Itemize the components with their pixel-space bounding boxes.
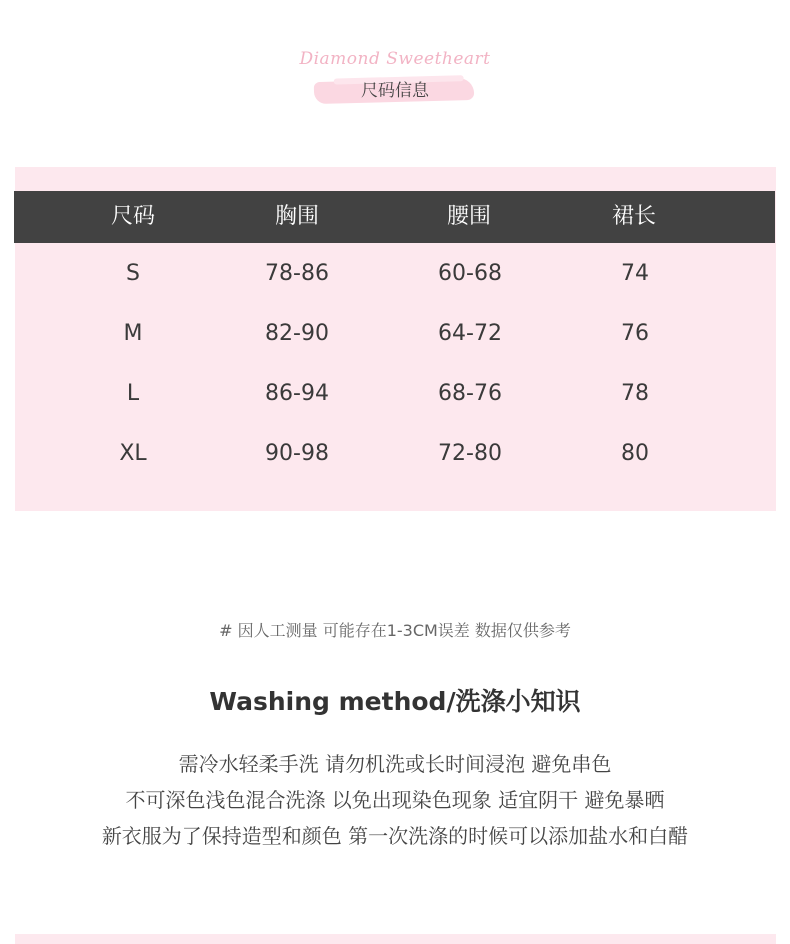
title-badge [310, 74, 480, 108]
section-header [0, 48, 790, 108]
cell-bust: 82-90 [265, 321, 329, 346]
washing-line: 需冷水轻柔手洗 请勿机洗或长时间浸泡 避免串色 [178, 752, 612, 776]
cell-length: 78 [621, 381, 649, 406]
washing-title: Washing method/洗涤小知识 [209, 687, 581, 716]
washing-instructions [0, 746, 790, 854]
column-header-bust: 胸围 [274, 204, 319, 229]
brand-script-text: Diamond Sweetheart [299, 49, 491, 69]
table-row [15, 424, 776, 484]
cell-waist: 64-72 [438, 321, 502, 346]
cell-size: M [123, 321, 143, 346]
cell-waist: 72-80 [438, 441, 502, 466]
size-table-header [14, 191, 775, 243]
cell-length: 74 [621, 261, 649, 286]
next-section-strip [15, 934, 776, 944]
measurement-note: # 因人工测量 可能存在1-3CM误差 数据仅供参考 [219, 621, 571, 640]
table-row [15, 304, 776, 364]
cell-length: 80 [621, 441, 649, 466]
cell-length: 76 [621, 321, 649, 346]
column-header-length: 裙长 [611, 204, 656, 229]
size-chart-panel [15, 167, 776, 511]
cell-waist: 60-68 [438, 261, 502, 286]
table-row [15, 364, 776, 424]
cell-size: L [126, 381, 140, 406]
cell-bust: 90-98 [265, 441, 329, 466]
column-header-waist: 腰围 [446, 204, 491, 229]
washing-line: 新衣服为了保持造型和颜色 第一次洗涤的时候可以添加盐水和白醋 [101, 824, 689, 848]
table-row [15, 244, 776, 304]
cell-size: S [126, 261, 140, 286]
column-header-size: 尺码 [110, 204, 155, 229]
washing-line: 不可深色浅色混合洗涤 以免出现染色现象 适宜阴干 避免暴晒 [125, 788, 665, 812]
section-title: 尺码信息 [361, 81, 429, 101]
cell-bust: 78-86 [265, 261, 329, 286]
cell-size: XL [119, 441, 147, 466]
cell-waist: 68-76 [438, 381, 502, 406]
cell-bust: 86-94 [265, 381, 329, 406]
